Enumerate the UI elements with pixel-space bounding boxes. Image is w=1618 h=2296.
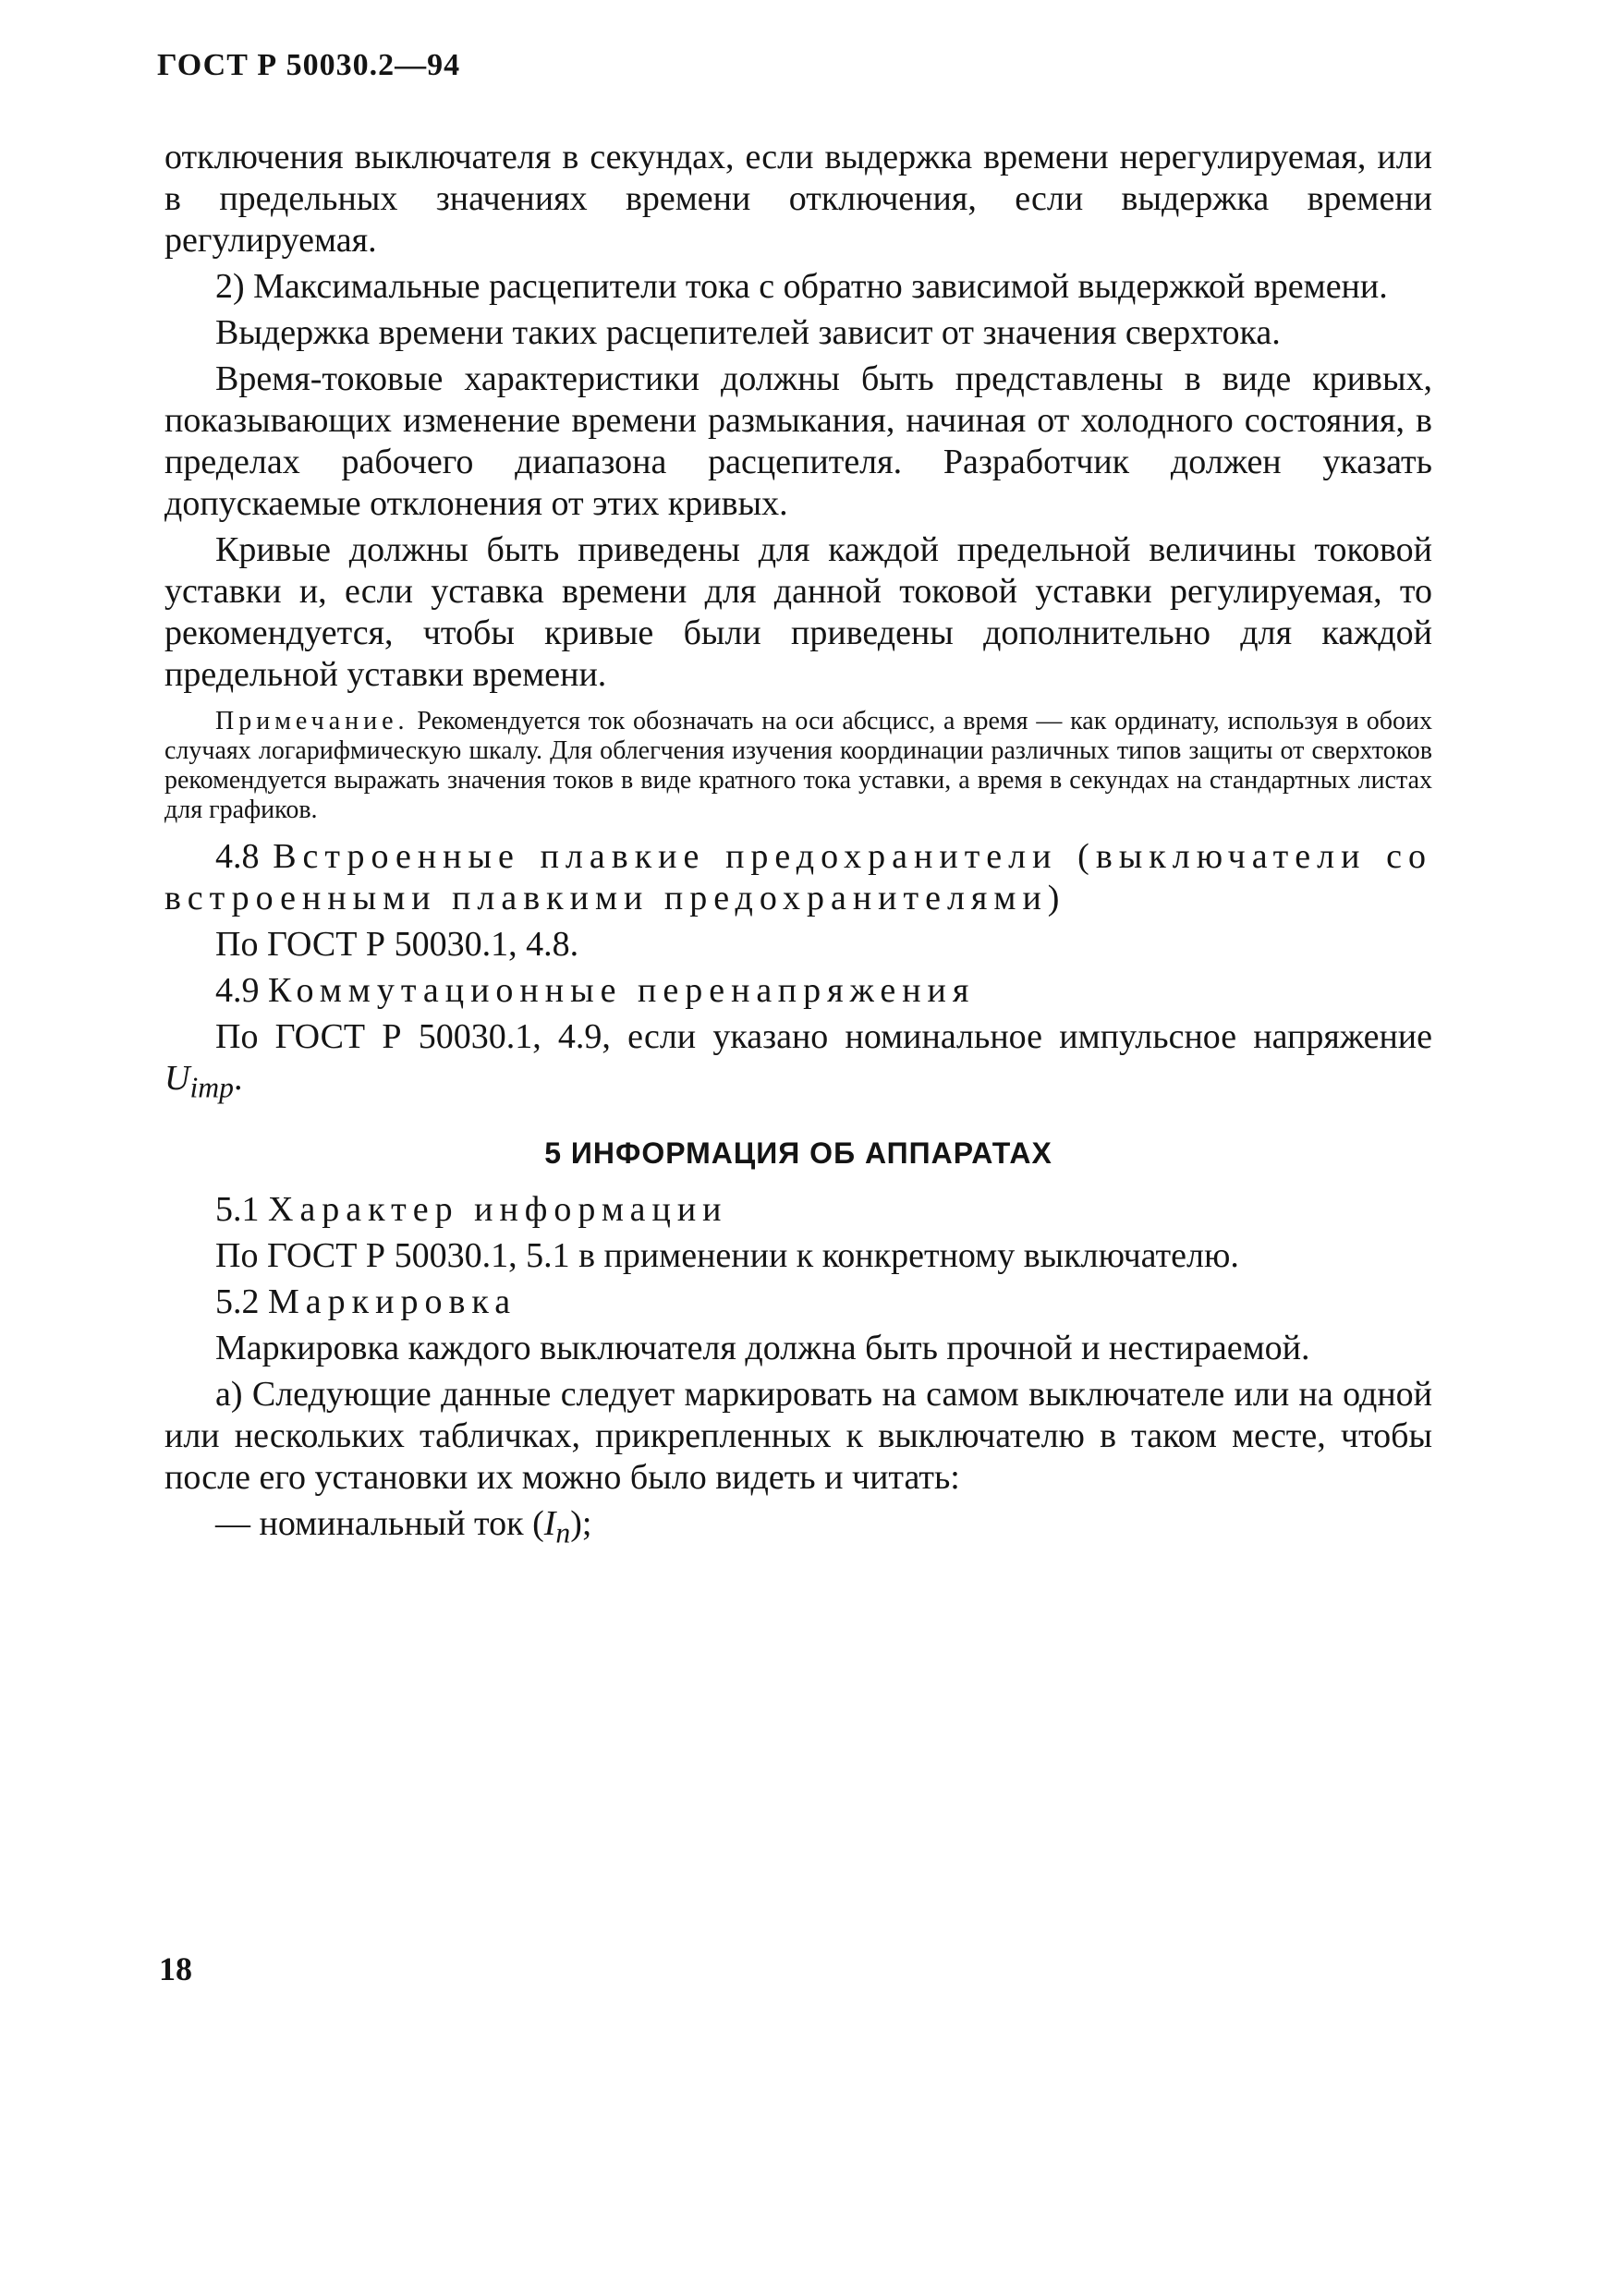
paragraph-1: отключения выключателя в секундах, если выдержка времени нерегулируемая, или в предельных значениях времени отключения, если выдержка времени регулируемая.	[164, 138, 1432, 260]
section-5-title: 5 ИНФОРМАЦИЯ ОБ АППАРАТАХ	[544, 1136, 1052, 1170]
paragraph-4: Время-токовые характеристики должны быть представлены в виде кривых, показывающих изменение времени размыкания, начиная от холодного состояния, в пределах рабочего диапазона расцепителя. Разработчик должен указать допускаемые отклонения от этих кривых.	[164, 359, 1432, 523]
clause-4-8-title: Встроенные плавкие предохранители (выключатели со встроенными плавкими предохранителями)	[164, 837, 1432, 917]
note	[164, 707, 1432, 825]
in-subscript: n	[555, 1516, 571, 1549]
clause-5-2-a: а) Следующие данные следует маркировать на самом выключателе или на одной или нескольких табличках, прикрепленных к выключателю в таком месте, чтобы после его установки их можно было видеть и читать:	[164, 1374, 1432, 1497]
note-label: Примечание.	[215, 707, 409, 735]
clause-4-8-number: 4.8	[215, 837, 260, 876]
clause-4-9-title: Коммутационные перенапряжения	[268, 971, 976, 1010]
paragraph-3: Выдержка времени таких расцепителей зависит от значения сверхтока.	[215, 313, 1281, 352]
clause-5-2-title: Маркировка	[268, 1282, 517, 1321]
clause-5-1-number: 5.1	[215, 1189, 260, 1229]
list-item-text: — номинальный ток (	[215, 1503, 544, 1543]
clause-4-8-heading	[164, 836, 1432, 919]
clause-5-2-number: 5.2	[215, 1282, 260, 1321]
paragraph-5: Кривые должны быть приведены для каждой предельной величины токовой уставки и, если уставка времени для данной токовой уставки регулируемая, то рекомендуется, чтобы кривые были приведены дополнительно для каждой предельной уставки времени.	[164, 530, 1432, 694]
page-number: 18	[159, 1950, 192, 1987]
clause-5-1-heading	[164, 1189, 1432, 1231]
list-item-rated-current	[164, 1503, 1432, 1554]
page-header: ГОСТ Р 50030.2—94	[157, 48, 461, 82]
clause-5-2-text: Маркировка каждого выключателя должна быть прочной и нестираемой.	[215, 1328, 1310, 1367]
clause-4-9-end: .	[233, 1059, 243, 1098]
clause-5-2-heading	[164, 1282, 1432, 1323]
uimp-symbol: U	[164, 1059, 190, 1098]
uimp-subscript: imp	[189, 1071, 234, 1104]
list-item-end: );	[570, 1503, 592, 1543]
page-body	[164, 137, 1432, 1558]
clause-5-1-text: По ГОСТ Р 50030.1, 5.1 в применении к конкретному выключателю.	[215, 1235, 1239, 1275]
clause-4-9-body: По ГОСТ Р 50030.1, 4.9, если указано номинальное импульсное напряжение	[215, 1017, 1432, 1056]
paragraph-2: 2) Максимальные расцепители тока с обратно зависимой выдержкой времени.	[215, 267, 1388, 306]
clause-4-9-text	[164, 1016, 1432, 1109]
note-text: Рекомендуется ток обозначать на оси абсцисс, а время — как ординату, используя в обоих случаях логарифмическую шкалу. Для облегчения изучения координации различных типов защиты от сверхтоков рекомендуется выражать значения токов в виде кратного тока уставки, а время в секундах на стандартных листах для графиков.	[164, 707, 1432, 824]
clause-4-9-number: 4.9	[215, 971, 260, 1010]
clause-5-1-title: Характер информации	[268, 1189, 728, 1229]
clause-4-8-text: По ГОСТ Р 50030.1, 4.8.	[215, 925, 579, 964]
in-symbol: I	[543, 1503, 556, 1543]
clause-4-9-heading	[164, 970, 1432, 1012]
